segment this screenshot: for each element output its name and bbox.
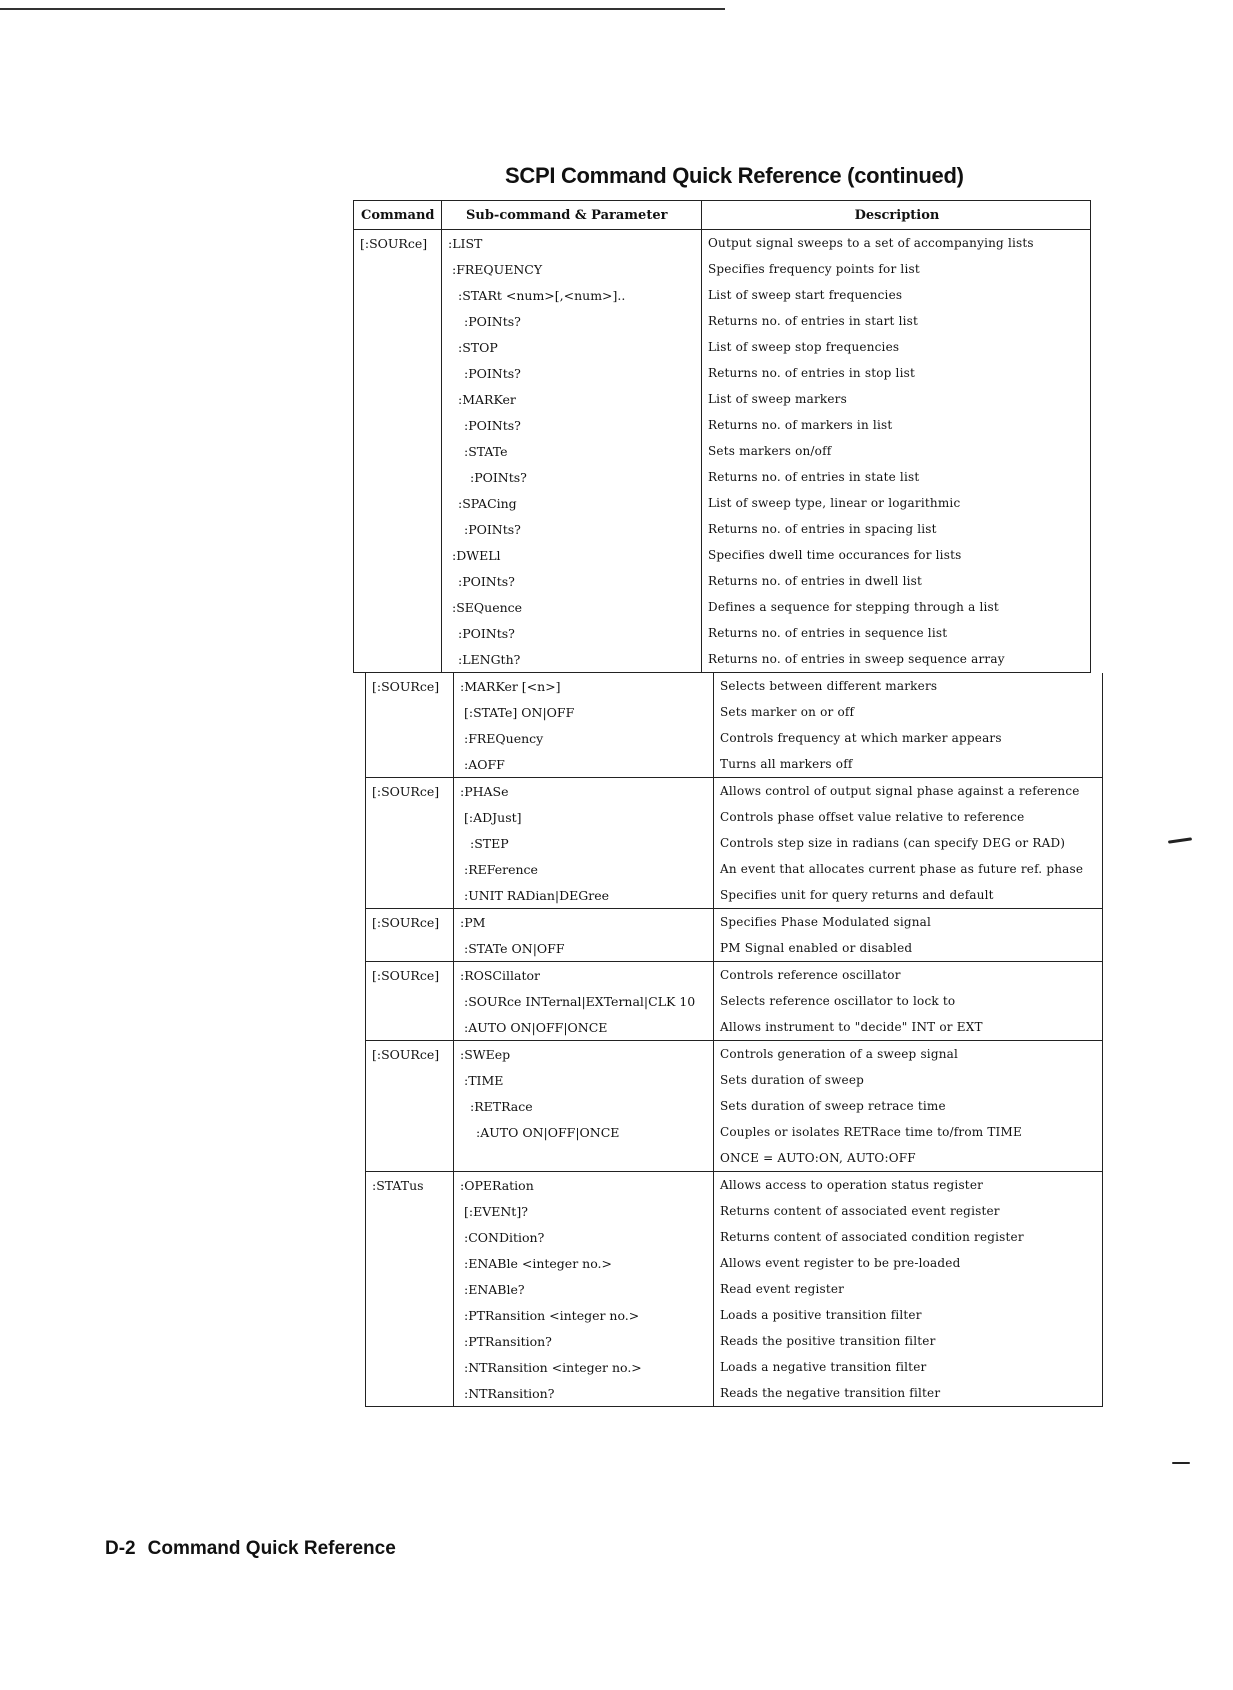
sub-command-column [453,1041,713,1171]
margin-mark [1172,1462,1190,1464]
description-cell: Returns no. of entries in state list [708,470,920,484]
sub-command-column [441,230,701,672]
description-cell: Returns no. of entries in spacing list [708,522,937,536]
description-cell: Returns content of associated event register [720,1204,1000,1218]
top-rule [0,8,725,10]
command-cell: [:SOURce] [360,236,428,251]
description-cell: Sets duration of sweep retrace time [720,1099,946,1113]
description-cell: Returns no. of entries in sweep sequence array [708,652,1005,666]
sub-command-cell: :POINts? [464,521,521,537]
sub-command-cell: [:STATe] ON|OFF [464,704,575,720]
description-column [713,962,1104,1040]
description-cell: Controls reference oscillator [720,968,901,982]
description-cell: Specifies dwell time occurances for lists [708,548,962,562]
sub-command-cell: :POINts? [464,313,521,329]
description-cell: ONCE = AUTO:ON, AUTO:OFF [720,1151,916,1165]
footer-title: Command Quick Reference [147,1538,396,1559]
sub-command-cell: :POINts? [470,469,527,485]
description-cell: Reads the positive transition filter [720,1334,936,1348]
description-cell: Reads the negative transition filter [720,1386,941,1400]
sub-command-column [453,962,713,1040]
command-cell: [:SOURce] [372,1047,440,1062]
description-cell: An event that allocates current phase as future ref. phase [720,862,1084,876]
sub-command-cell: :ENABle? [464,1281,525,1297]
command-reference-table [353,200,1091,1407]
sub-command-cell: :STOP [458,339,498,355]
description-cell: Specifies Phase Modulated signal [720,915,932,929]
description-column [701,230,1092,672]
header-description: Description [701,201,1092,229]
description-cell: Allows access to operation status register [720,1178,984,1192]
footer-page-number: D-2 [105,1538,136,1559]
sub-command-cell: :POINts? [458,573,515,589]
page-title: SCPI Command Quick Reference (continued) [505,163,964,188]
description-cell: List of sweep type, linear or logarithmic [708,496,961,510]
sub-command-cell: :STATe [464,443,508,459]
sub-command-cell: :STARt <num>[,<num>].. [458,287,626,303]
description-cell: Specifies frequency points for list [708,262,920,276]
sub-command-cell: :SEQuence [452,599,523,615]
sub-command-column [453,1172,713,1406]
description-cell: Returns no. of entries in start list [708,314,919,328]
description-cell: Selects between different markers [720,679,938,693]
command-group [365,673,1103,778]
table-body [353,230,1091,1407]
sub-command-cell: :UNIT RADian|DEGree [464,887,610,903]
sub-command-cell: :CONDition? [464,1229,545,1245]
sub-command-cell: [:EVENt]? [464,1203,528,1219]
sub-command-cell: :SOURce INTernal|EXTernal|CLK 10 [464,993,696,1009]
sub-command-column [453,778,713,908]
sub-command-cell: :FREQUENCY [452,261,543,277]
description-cell: PM Signal enabled or disabled [720,941,913,955]
description-cell: Sets markers on/off [708,444,832,458]
command-group [365,909,1103,962]
sub-command-cell: :OPERation [460,1177,534,1193]
sub-command-cell: :REFerence [464,861,538,877]
description-cell: Controls frequency at which marker appears [720,731,1002,745]
sub-command-cell: :MARKer [458,391,516,407]
command-group [365,778,1103,909]
sub-command-cell: :ROSCillator [460,967,540,983]
command-cell: [:SOURce] [372,968,440,983]
command-group [365,962,1103,1041]
sub-command-cell: :NTRansition? [464,1385,555,1401]
command-cell: :STATus [372,1178,424,1193]
sub-command-cell: :POINts? [464,365,521,381]
command-cell: [:SOURce] [372,915,440,930]
sub-command-cell: :FREQuency [464,730,544,746]
description-cell: Sets duration of sweep [720,1073,865,1087]
description-cell: Controls generation of a sweep signal [720,1047,959,1061]
sub-command-cell: :PTRansition <integer no.> [464,1307,640,1323]
description-column [713,1041,1104,1171]
description-cell: Read event register [720,1282,845,1296]
command-group [353,230,1091,673]
description-cell: Returns content of associated condition register [720,1230,1024,1244]
sub-command-cell: :POINts? [458,625,515,641]
sub-command-cell: :DWELl [452,547,501,563]
sub-command-cell [454,1145,713,1171]
sub-command-cell: :TIME [464,1072,504,1088]
description-cell: Returns no. of markers in list [708,418,893,432]
description-cell: Selects reference oscillator to lock to [720,994,956,1008]
description-cell: Returns no. of entries in sequence list [708,626,948,640]
command-group [365,1172,1103,1407]
sub-command-cell: :PM [460,914,486,930]
command-cell: [:SOURce] [372,784,440,799]
description-cell: Turns all markers off [720,757,853,771]
command-group [365,1041,1103,1172]
description-column [713,673,1104,777]
sub-command-cell: :SWEep [460,1046,511,1062]
sub-command-cell: :SPACing [458,495,517,511]
sub-command-cell: :STEP [470,835,509,851]
description-cell: Output signal sweeps to a set of accompanying lists [708,236,1034,250]
sub-command-cell: :LIST [448,235,483,251]
sub-command-cell: :ENABle <integer no.> [464,1255,612,1271]
header-sub-command: Sub-command & Parameter [441,201,701,229]
sub-command-cell: :POINts? [464,417,521,433]
description-cell: Loads a positive transition filter [720,1308,922,1322]
sub-command-cell: :LENGth? [458,651,521,667]
header-command: Command [361,207,435,223]
description-cell: Controls step size in radians (can specify DEG or RAD) [720,836,1066,850]
description-cell: Sets marker on or off [720,705,855,719]
description-cell: Allows control of output signal phase against a reference [720,784,1080,798]
table-header-row [353,200,1091,230]
description-cell: List of sweep markers [708,392,847,406]
description-column [713,1172,1104,1406]
sub-command-cell: [:ADJust] [464,809,522,825]
sub-command-cell: :AUTO ON|OFF|ONCE [464,1019,608,1035]
command-cell: [:SOURce] [372,679,440,694]
description-cell: Specifies unit for query returns and default [720,888,994,902]
sub-command-cell: :AOFF [464,756,505,772]
description-cell: Allows event register to be pre-loaded [720,1256,961,1270]
sub-command-cell: :NTRansition <integer no.> [464,1359,642,1375]
sub-command-cell: :PTRansition? [464,1333,552,1349]
description-cell: Returns no. of entries in dwell list [708,574,923,588]
sub-command-column [453,909,713,961]
description-cell: Returns no. of entries in stop list [708,366,916,380]
description-cell: Allows instrument to "decide" INT or EXT [720,1020,983,1034]
description-cell: List of sweep start frequencies [708,288,903,302]
sub-command-cell: :STATe ON|OFF [464,940,565,956]
sub-command-column [453,673,713,777]
sub-command-cell: :AUTO ON|OFF|ONCE [476,1124,620,1140]
description-cell: List of sweep stop frequencies [708,340,900,354]
description-cell: Couples or isolates RETRace time to/from TIME [720,1125,1022,1139]
sub-command-cell: :RETRace [470,1098,533,1114]
page-footer [105,1538,396,1560]
margin-mark [1168,837,1192,843]
description-column [713,778,1104,908]
description-cell: Loads a negative transition filter [720,1360,927,1374]
description-column [713,909,1104,961]
sub-command-cell: :PHASe [460,783,509,799]
description-cell: Controls phase offset value relative to reference [720,810,1025,824]
sub-command-cell: :MARKer [<n>] [460,678,561,694]
description-cell: Defines a sequence for stepping through a list [708,600,999,614]
